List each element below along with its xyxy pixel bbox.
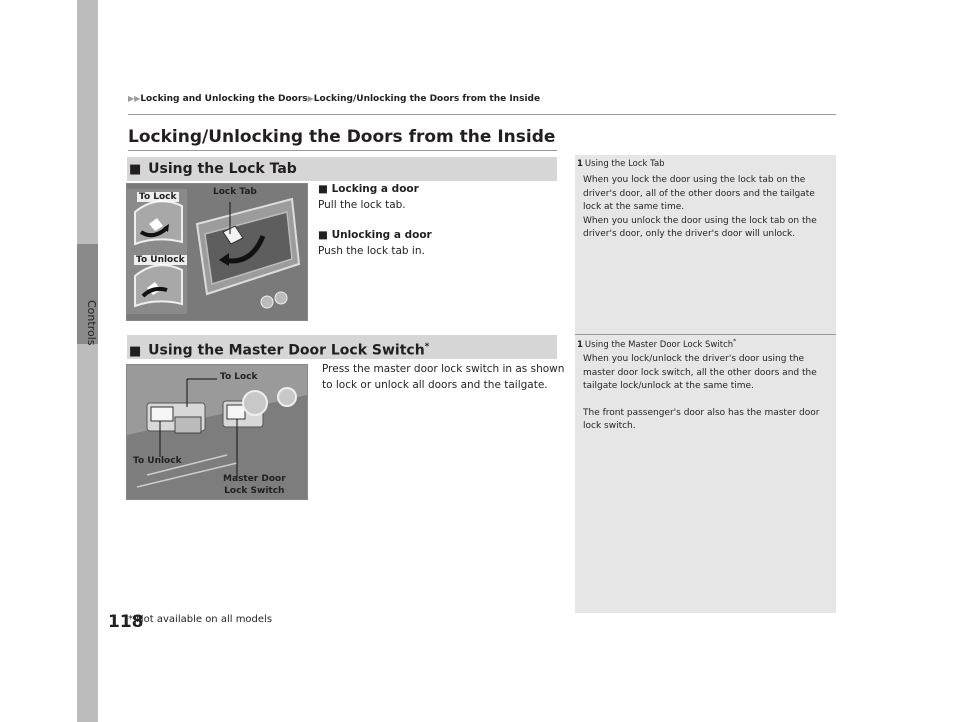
header-rule xyxy=(128,114,836,115)
callout-lock-tab: Lock Tab xyxy=(213,187,257,197)
callout-master-line2: Lock Switch xyxy=(224,486,285,496)
locking-instruction: Pull the lock tab. xyxy=(318,199,406,211)
breadcrumb-item: Locking/Unlocking the Doors from the Inside xyxy=(313,94,541,104)
note-line: lock at the same time. xyxy=(583,202,685,212)
note-line: When you lock the door using the lock tab on the xyxy=(583,175,806,185)
breadcrumb-separator-icon: ▶ xyxy=(307,94,314,103)
lock-tab-figure xyxy=(126,183,308,321)
subheading-locking: ■ Locking a door xyxy=(318,183,419,195)
note-title-text: Using the Lock Tab xyxy=(584,159,665,169)
callout-master-line1: Master Door xyxy=(223,474,286,484)
side-tab-label: Controls xyxy=(85,300,98,346)
note-line: driver's door, only the driver's door will unlock. xyxy=(583,229,796,239)
footnote: * Not available on all models xyxy=(128,614,273,625)
section-heading-lock-tab xyxy=(127,157,557,181)
page-number: 118 xyxy=(108,612,144,632)
breadcrumb xyxy=(128,94,540,104)
bullet-square-icon: ■ xyxy=(129,343,142,359)
note-number: 1 xyxy=(577,339,583,350)
note-divider xyxy=(575,334,836,335)
section-heading-text: Using the Master Door Lock Switch xyxy=(148,342,425,359)
note-body-master-switch xyxy=(583,353,823,434)
note-title-lock-tab xyxy=(577,159,665,169)
note-line: master door lock switch, all the other doors and the xyxy=(583,367,817,378)
door-panel-illustration xyxy=(127,184,307,320)
breadcrumb-item: Locking and Unlocking the Doors xyxy=(140,94,308,104)
master-switch-instruction-line2: to lock or unlock all doors and the tailgate. xyxy=(322,379,548,391)
note-line: driver's door, all of the other doors and the tailgate xyxy=(583,188,815,199)
bullet-square-icon: ■ xyxy=(129,162,142,177)
callout-to-lock: To Lock xyxy=(139,192,177,202)
note-line: tailgate lock/unlock at the same time. xyxy=(583,381,754,391)
breadcrumb-arrow-icon: ▶▶ xyxy=(128,94,141,103)
page-title: Locking/Unlocking the Doors from the Inside xyxy=(128,127,556,147)
note-line: lock switch. xyxy=(583,421,636,431)
note-body-lock-tab xyxy=(583,174,823,242)
callout-master-switch xyxy=(221,473,288,497)
callout-to-lock: To Lock xyxy=(220,372,258,382)
section-heading-master-switch xyxy=(127,335,557,359)
side-tab xyxy=(77,0,98,722)
note-line: The front passenger's door also has the master door xyxy=(583,407,820,418)
title-rule xyxy=(128,150,557,151)
section-heading-text: Using the Lock Tab xyxy=(148,161,297,177)
callout-to-unlock: To Unlock xyxy=(133,456,182,466)
master-switch-instruction-line1: Press the master door lock switch in as shown xyxy=(322,363,565,375)
note-title-master-switch xyxy=(577,338,736,350)
unlocking-instruction: Push the lock tab in. xyxy=(318,245,425,257)
asterisk-marker: * xyxy=(733,338,737,345)
note-title-text: Using the Master Door Lock Switch xyxy=(584,339,734,350)
note-line: When you lock/unlock the driver's door using the xyxy=(583,354,805,364)
callout-to-unlock: To Unlock xyxy=(136,255,185,265)
note-number: 1 xyxy=(577,159,583,169)
note-line: When you unlock the door using the lock tab on the xyxy=(583,215,817,226)
note-spacer xyxy=(583,394,823,407)
asterisk-marker: * xyxy=(424,342,430,352)
subheading-unlocking: ■ Unlocking a door xyxy=(318,229,432,241)
